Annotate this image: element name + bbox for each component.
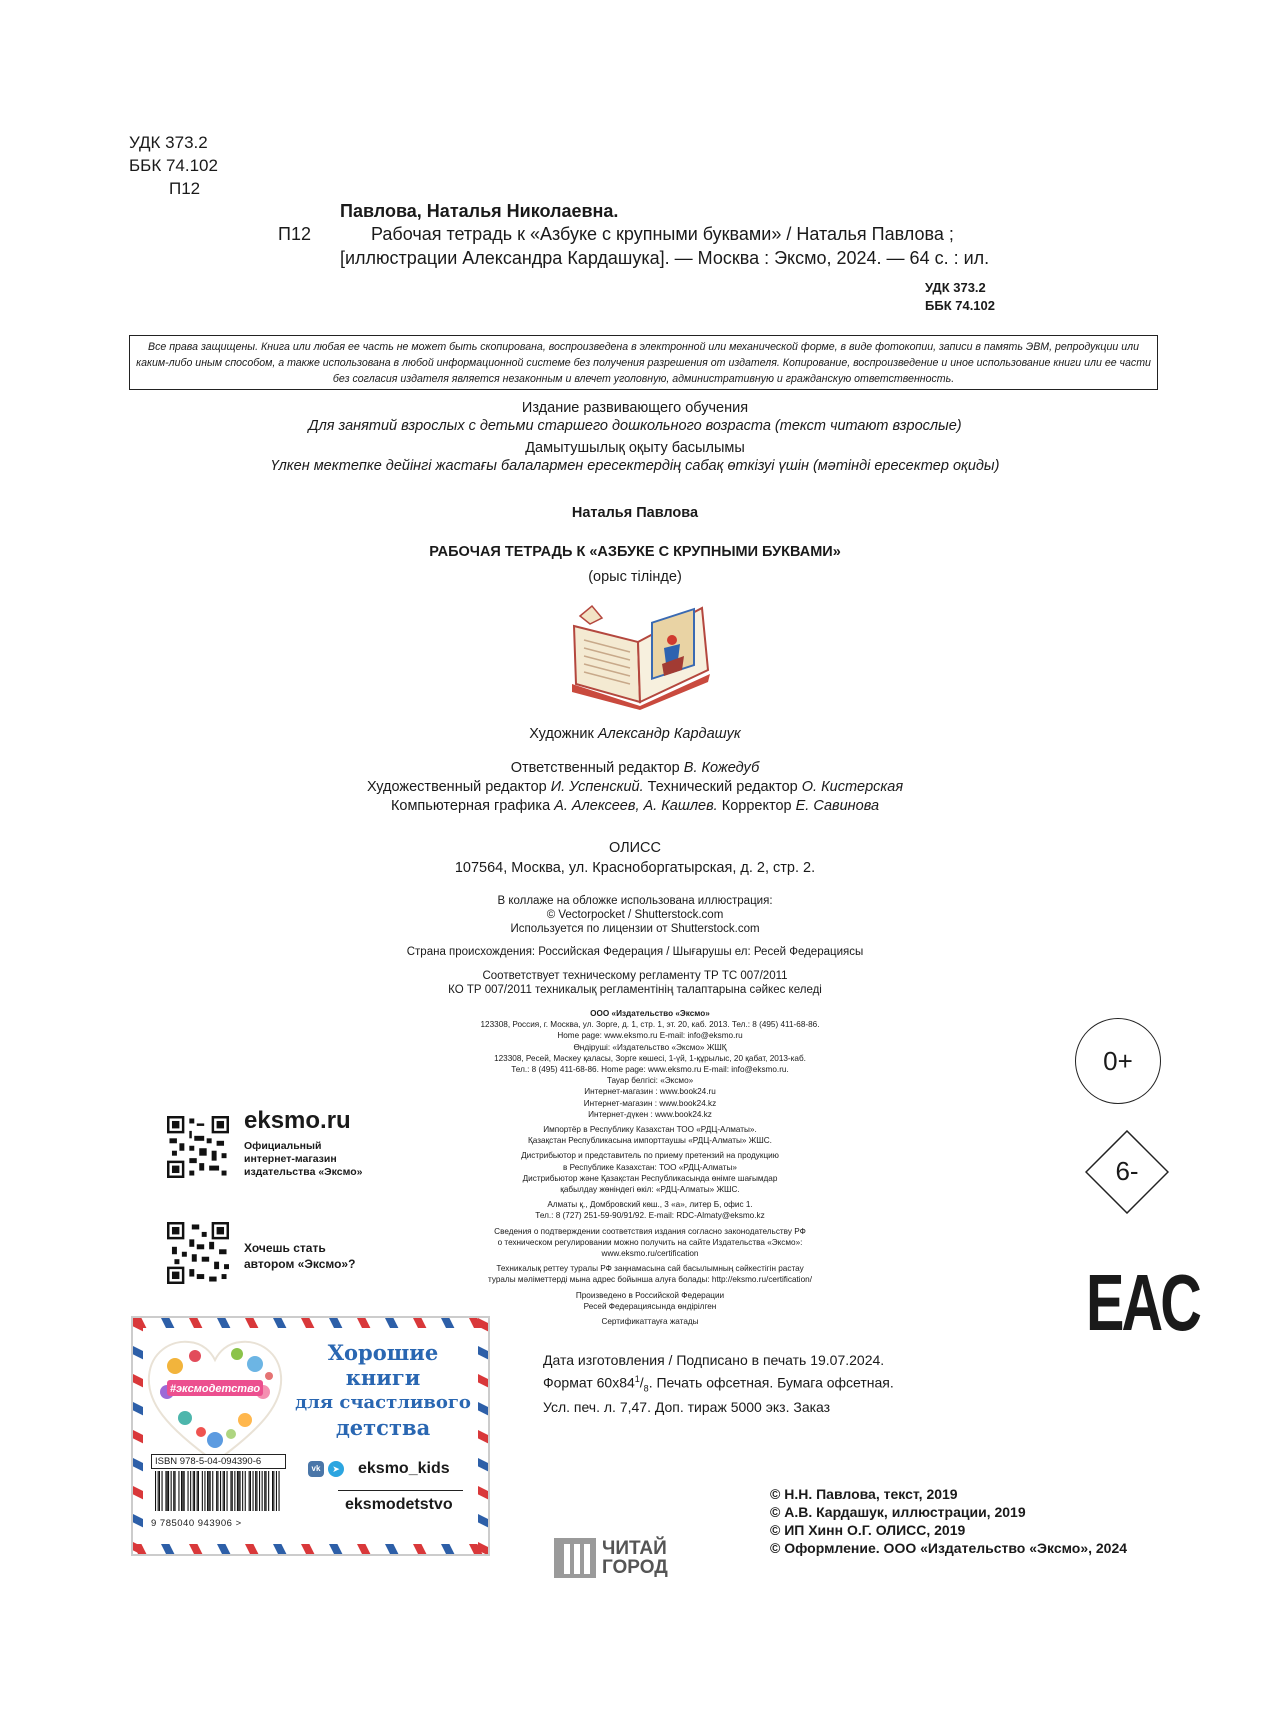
copyright-block [770,1485,1127,1557]
age-rating-label: 0+ [1103,1045,1133,1076]
vk-icon[interactable]: vk [308,1461,324,1477]
edition-kz-desc: Үлкен мектепке дейінгі жастағы балалармен ересектердің сабақ өткізуі үшін (мәтінді ересектер оқиды) [270,458,1000,474]
logo-line: ЧИТАЙ [602,1538,667,1559]
card-bbk-line: ББК 74.102 [925,298,995,313]
book-title: РАБОЧАЯ ТЕТРАДЬ К «АЗБУКЕ С КРУПНЫМИ БУКВАМИ» [429,544,841,560]
imprint-line: Интернет-магазин : www.book24.ru [584,1087,716,1097]
barcode [151,1469,286,1513]
publisher-address: 107564, Москва, ул. Красноборгатырская, д. 2, стр. 2. [454,860,816,876]
age-diamond-label: 6- [1115,1156,1139,1186]
isbn-text: ISBN 978-5-04-094390-6 [151,1454,286,1469]
social-handle[interactable]: eksmo_kids [358,1460,450,1477]
caption-line: издательства «Эксмо» [244,1166,363,1178]
caption-line: интернет-магазин [244,1153,337,1165]
credit-name: А. Алексеев, А. Кашлев. [554,798,718,814]
rights-notice: Все права защищены. Книга или любая ее часть не может быть скопирована, воспроизведена в электронной или механической форме, в виде фотокопии, записи в память ЭВМ, репродукции или каким-либо иным способом, а также использована в любой информационной системе без получения разрешения от издателя. Копирование, воспроизведение и иное использование книги или ее части без согласия издателя является незаконным и влечет уголовную, административную и гражданскую ответственность. [129,335,1158,390]
imprint-line: ООО «Издательство «Эксмо» [590,1009,710,1018]
imprint-line: о техническом регулировании можно получить на сайте Издательства «Эксмо»: [497,1237,803,1247]
copyright-line: © А.В. Кардашук, иллюстрации, 2019 [770,1504,1026,1520]
artist-label: Художник [529,726,594,742]
book-illustration [568,598,714,710]
postcard-ad [131,1316,490,1556]
illustration-credit-line3: Используется по лицензии от Shutterstock.com [510,923,760,935]
imprint-line: Сведения о подтверждении соответствия издания согласно законодательству РФ [494,1226,806,1236]
imprint-line: Тауар белгісі: «Эксмо» [606,1076,694,1086]
edition-ru-desc: Для занятий взрослых с детьми старшего дошкольного возраста (текст читают взрослые) [308,418,962,434]
postcard-divider [338,1490,463,1491]
slogan-line: книги [345,1365,421,1390]
credit-role: Художественный редактор [366,779,547,795]
chitai-gorod-icon [554,1538,596,1578]
book-language: (орыс тілінде) [588,569,682,585]
credit-name: О. Кистерская [801,779,904,795]
credits-line3 [0,798,1270,814]
udk-line: УДК 373.2 [129,133,208,152]
imprint-line: Дистрибьютор және Қазақстан Республикасында өнімге шағымдар [522,1173,778,1183]
imprint-line: Ресей Федерациясында өндірілген [583,1301,717,1311]
imprint-line: Произведено в Российской Федерации [575,1290,725,1300]
credit-role: Корректор [721,798,792,814]
age-rating-diamond [1085,1130,1169,1214]
copyright-line: © ИП Хинн О.Г. ОЛИСС, 2019 [770,1522,966,1538]
imprint-line: Өндіруші: «Издательство «Эксмо» ЖШҚ [573,1042,727,1052]
imprint-line: Тел.: 8 (495) 411-68-86. Home page: www.eksmo.ru E-mail: info@eksmo.ru. [511,1065,789,1075]
imprint-block [380,1008,920,1327]
print-info [543,1351,894,1417]
imprint-line: www.eksmo.ru/certification [601,1249,699,1259]
credit-name: Е. Савинова [795,798,880,814]
imprint-line: Тел.: 8 (727) 251-59-90/91/92. E-mail: RDC-Almaty@eksmo.kz [535,1211,765,1221]
card-udk [925,279,995,315]
imprint-line: Интернет-дүкен : www.book24.kz [588,1109,712,1119]
imprint-line: в Республике Казахстан: ТОО «РДЦ-Алматы» [563,1162,737,1172]
imprint-line: Интернет-магазин : www.book24.kz [583,1098,717,1108]
credit-role: Технический редактор [647,779,798,795]
regulation-line1: Соответствует техническому регламенту ТР ТС 007/2011 [482,970,788,982]
caption-line: автором «Эксмо»? [244,1257,356,1271]
eksmo-site[interactable]: eksmo.ru [244,1107,351,1134]
become-author-caption [244,1240,355,1272]
format-sup: 1 [634,1374,640,1384]
credit-name: И. Успенский. [550,779,644,795]
print-date: Дата изготовления / Подписано в печать 19.07.2024. [543,1352,885,1368]
slogan-line: для счастливого [295,1392,471,1413]
credit-name: В. Кожедуб [683,760,760,776]
author-code: П12 [169,179,201,198]
edition-kz-title: Дамытушылық оқыту басылымы [525,440,745,456]
imprint-line: Алматы қ., Домбровский көш., 3 «а», литер Б, офис 1. [547,1200,753,1210]
udk-block [129,131,218,200]
credits-line1 [0,760,1270,776]
social-row[interactable] [308,1460,450,1478]
heart-collage [145,1336,285,1466]
credits-line2 [0,779,1270,795]
card-udk-line: УДК 373.2 [925,280,986,295]
format-sub: 8 [643,1383,649,1394]
imprint-line: 123308, Ресей, Мәскеу қаласы, Зорге көшесі, 1-үй, 1-құрылыс, 20 қабат, 2013-каб. [494,1053,806,1063]
barcode-digits: 9 785040 943906 > [151,1518,242,1529]
credit-role: Ответственный редактор [510,760,680,776]
slogan-line: Хорошие [327,1340,439,1365]
slogan-line: детства [335,1415,431,1440]
book-author: Наталья Павлова [571,505,699,521]
card-code: П12 [278,224,311,244]
eac-mark: EAC [1086,1258,1199,1347]
logo-line: ГОРОД [602,1557,668,1578]
artist-line [0,726,1270,742]
postcard-site[interactable]: eksmodetstvo [345,1496,453,1513]
illustration-credit-line1: В коллаже на обложке использована иллюстрация: [497,895,773,907]
imprint-line: Home page: www.eksmo.ru E-mail: info@eksmo.ru [557,1031,743,1041]
imprint-line: Сертификаттауға жатады [601,1317,699,1327]
barcode-area [151,1454,286,1532]
copyright-line: © Н.Н. Павлова, текст, 2019 [770,1486,958,1502]
bbk-line: ББК 74.102 [129,156,218,175]
imprint-line: Техникалық реттеу туралы РФ заңнамасына сай басылымның сәйкестігін растау [496,1264,804,1274]
imprint-line: Қазақстан Республикасына импорттаушы «РДЦ-Алматы» ЖШС. [528,1136,772,1146]
card-description-line1: Рабочая тетрадь к «Азбуке с крупными буквами» / Наталья Павлова ; [371,224,954,244]
format-text: Формат 60х84 [543,1374,635,1391]
qr-code-eksmo-shop[interactable] [167,1116,229,1178]
card-description-line2: [иллюстрации Александра Кардашука]. — Москва : Эксмо, 2024. — 64 с. : ил. [340,248,990,268]
imprint-line: қабылдау жөніндегі өкіл: «РДЦ-Алматы» ЖШС. [560,1185,740,1195]
copyright-line: © Оформление. ООО «Издательство «Эксмо», 2024 [770,1540,1128,1556]
imprint-line: Дистрибьютор и представитель по приему претензий на продукцию [521,1151,779,1161]
publisher-name: ОЛИСС [609,840,661,856]
imprint-line: 123308, Россия, г. Москва, ул. Зорге, д. 1, стр. 1, эт. 20, каб. 2013. Тел.: 8 (495) 411-68-86. [480,1020,820,1030]
credit-role: Компьютерная графика [390,798,551,814]
edition-ru-title: Издание развивающего обучения [521,400,749,416]
regulation-line2: КО ТР 007/2011 техникалық регламентінің талаптарына сәйкес келеді [448,984,822,996]
chitai-gorod-text [602,1539,668,1577]
telegram-icon[interactable]: ➤ [328,1461,344,1477]
caption-line: Хочешь стать [244,1241,326,1255]
qr-code-become-author[interactable] [167,1222,229,1284]
postcard-slogan [293,1340,473,1440]
print-circulation: Усл. печ. л. 7,47. Доп. тираж 5000 экз. Заказ [543,1399,831,1416]
card-author: Павлова, Наталья Николаевна. [340,201,619,221]
country-of-origin: Страна происхождения: Российская Федерация / Шығарушы ел: Ресей Федерациясы [406,946,864,958]
illustration-credit-line2: © Vectorpocket / Shutterstock.com [546,909,724,921]
heart-tag: #эксмодетство [169,1383,261,1395]
age-rating-circle [1075,1018,1161,1104]
caption-line: Официальный [244,1140,322,1152]
print-format: Формат $60х84^1/_8$. Печать офсетная. Бумага офсетная. [543,1374,894,1394]
chitai-gorod-logo [554,1538,668,1578]
imprint-line: туралы мәліметтерді мына адрес бойынша алуға болады: http://eksmo.ru/certification/ [487,1275,813,1285]
imprint-line: Импортёр в Республику Казахстан ТОО «РДЦ-Алматы». [543,1125,757,1135]
format-text2: . Печать офсетная. Бумага офсетная. [648,1374,894,1391]
artist-name: Александр Кардашук [597,726,741,742]
eksmo-shop-caption [244,1140,363,1179]
